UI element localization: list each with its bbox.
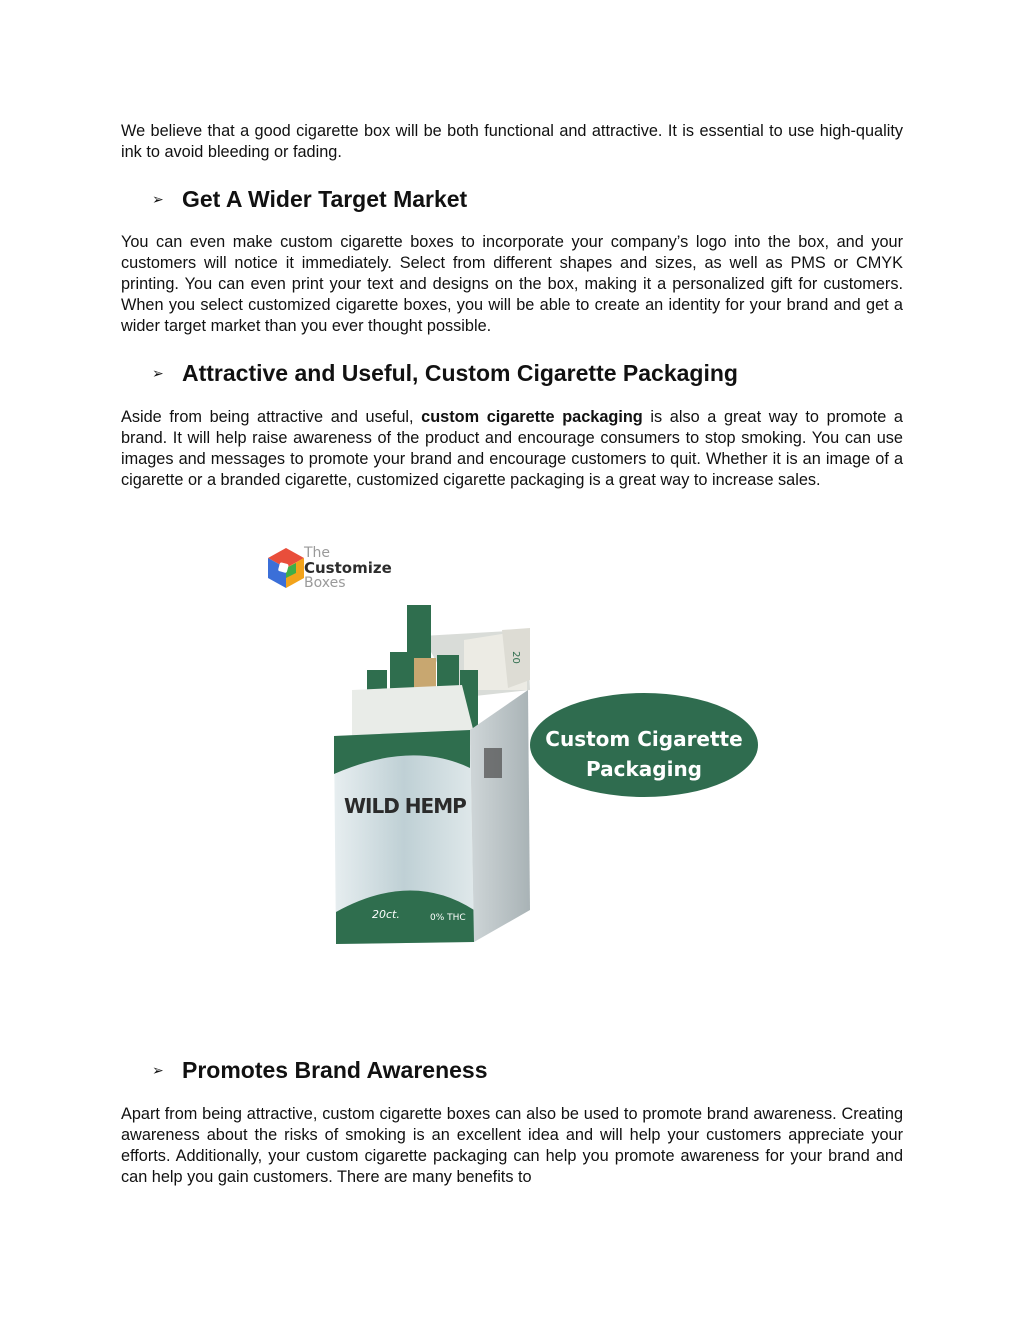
brand-awareness-paragraph: Apart from being attractive, custom cigarette boxes can also be used to promote brand awareness. Creating awareness about the risks of smoking is an excellent idea and will help your customers appreciate your efforts. Additionally, your custom cigarette packaging can help you promote awareness for your brand and can help you gain customers. There are many benefits to <box>121 1105 903 1186</box>
logo-word-the: The <box>304 545 331 561</box>
logo-word-customize: Customize <box>304 559 392 577</box>
bullet-arrow-icon: ➢ <box>152 1062 164 1078</box>
heading-target-market-text: Get A Wider Target Market <box>182 186 468 212</box>
badge-line-1: Custom Cigarette <box>545 727 743 751</box>
attractive-text-start: Aside from being attractive and useful, <box>121 408 422 426</box>
heading-target-market <box>121 185 903 213</box>
pack-count-label: 20ct. <box>372 908 400 921</box>
pack-thc-label: 0% THC <box>430 913 466 923</box>
custom-cigarette-packaging-badge <box>532 708 756 800</box>
heading-brand-awareness-text: Promotes Brand Awareness <box>182 1057 488 1083</box>
attractive-paragraph <box>121 407 903 491</box>
bullet-arrow-icon: ➢ <box>152 365 164 381</box>
heading-attractive-text: Attractive and Useful, Custom Cigarette Packaging <box>182 360 738 386</box>
target-market-paragraph: You can even make custom cigarette boxes to incorporate your company’s logo into the box, and your customers will notice it immediately. Select from different shapes and sizes, as well as PMS or CMYK printing. You can even print your text and designs on the box, making it a personalized gift for customers. When you select customized cigarette boxes, you will be able to create an identity for your brand and get a wider target market than you ever thought possible. <box>121 233 903 335</box>
logo-word-boxes: Boxes <box>304 575 346 591</box>
intro-paragraph: We believe that a good cigarette box will be both functional and attractive. It is essential to use high-quality ink to avoid bleeding or fading. <box>121 122 903 161</box>
product-image <box>262 540 762 960</box>
bullet-arrow-icon: ➢ <box>152 191 164 207</box>
custom-cigarette-packaging-keyword: custom cigarette packaging <box>421 408 643 426</box>
pack-brand-label: WILD HEMP <box>344 794 466 818</box>
badge-line-2: Packaging <box>586 757 702 781</box>
pack-side-number: 20 <box>509 651 521 664</box>
heading-brand-awareness <box>121 1056 903 1084</box>
heading-attractive <box>121 359 903 387</box>
attractive-text-end: is also a great way to promote a brand. It will help raise awareness of the product and encourage consumers to stop smoking. You can use images and messages to promote your brand and encourage customers to quit. Whether it is an image of a cigarette or a branded cigarette, customized cigarette packaging is a great way to increase sales. <box>121 408 903 489</box>
